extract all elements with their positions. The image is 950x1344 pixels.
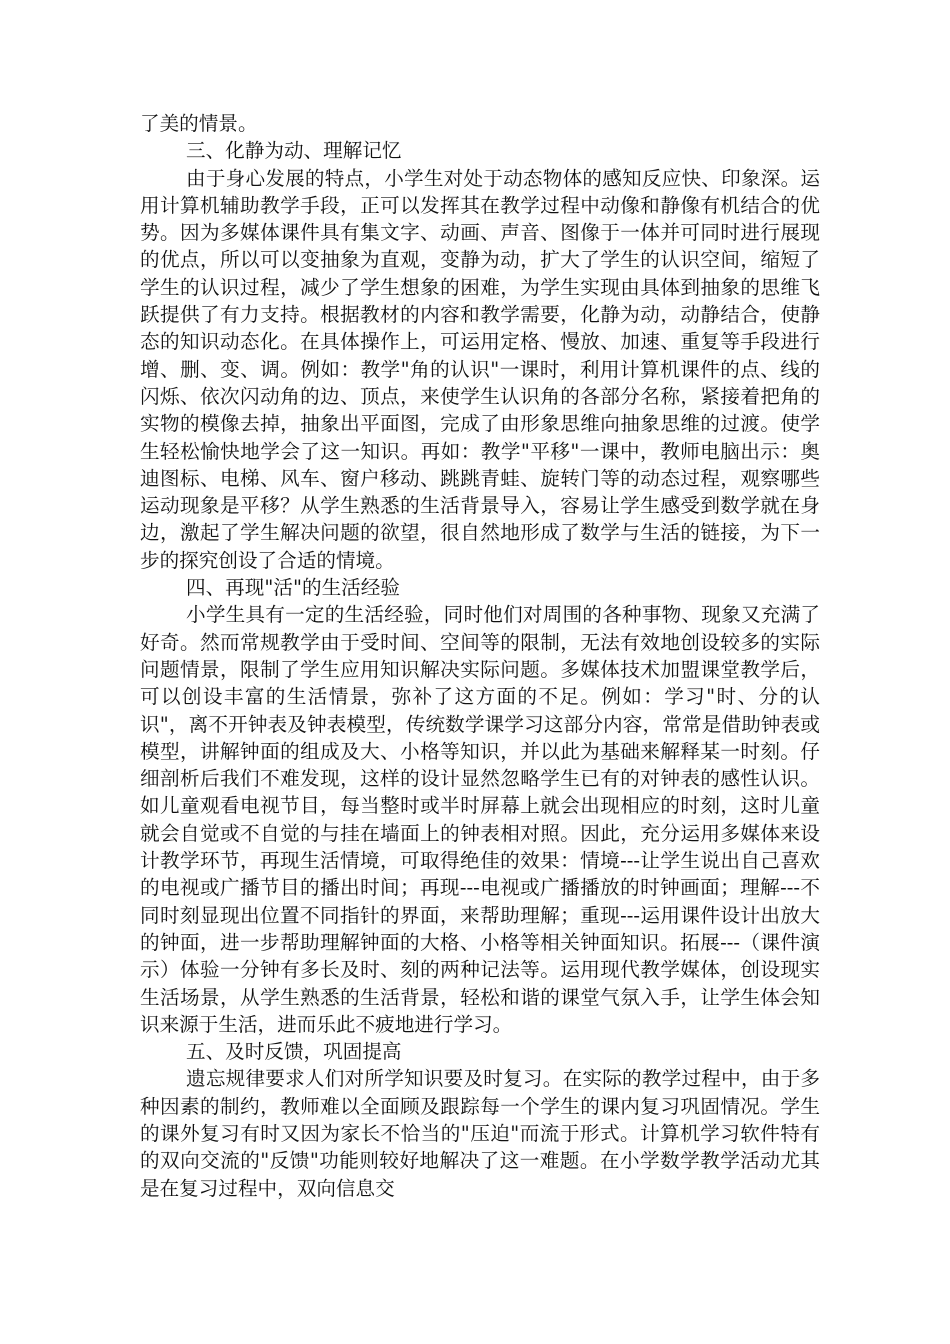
section-3-heading: 三、化静为动、理解记忆 — [186, 139, 402, 163]
section-5-heading: 五、及时反馈，巩固提高 — [186, 1040, 402, 1064]
section-5-paragraph: 遗忘规律要求人们对所学知识要及时复习。在实际的教学过程中，由于多种因素的制约，教师难以全面顾及跟踪每一个学生的课内复习巩固情况。学生的课外复习有时又因为家长不恰当的"压迫"而流于形式。计算机学习软件特有的双向交流的"反馈"功能则较好地解决了这一难题。在小学数学教学活动尤其是在复习过程中，双向信息交 — [140, 1067, 820, 1200]
document-body — [140, 110, 820, 1202]
section-4-paragraph: 小学生具有一定的生活经验，同时他们对周围的各种事物、现象又充满了好奇。然而常规教学由于受时间、空间等的限制，无法有效地创设较多的实际问题情景，限制了学生应用知识解决实际问题。多媒体技术加盟课堂教学后，可以创设丰富的生活情景，弥补了这方面的不足。例如：学习"时、分的认识"，离不开钟表及钟表模型，传统数学课学习这部分内容，常常是借助钟表或模型，讲解钟面的组成及大、小格等知识，并以此为基础来解释某一时刻。仔细剖析后我们不难发现，这样的设计显然忽略学生已有的对钟表的感性认识。如儿童观看电视节目，每当整时或半时屏幕上就会出现相应的时刻，这时儿童就会自觉或不自觉的与挂在墙面上的钟表相对照。因此，充分运用多媒体来设计教学环节，再现生活情境，可取得绝佳的效果：情境---让学生说出自己喜欢的电视或广播节目的播出时间；再现---电视或广播播放的时钟画面；理解---不同时刻显现出位置不同指针的界面，来帮助理解；重现---运用课件设计出放大的钟面，进一步帮助理解钟面的大格、小格等相关钟面知识。拓展---（课件演示）体验一分钟有多长及时、刻的两种记法等。运用现代教学媒体，创设现实生活场景，从学生熟悉的生活背景，轻松和谐的课堂气氛入手，让学生体会知识来源于生活，进而乐此不疲地进行学习。 — [140, 603, 820, 1036]
opening-fragment: 了美的情景。 — [140, 112, 258, 135]
section-3-paragraph: 由于身心发展的特点，小学生对处于动态物体的感知反应快、印象深。运用计算机辅助教学手段，正可以发挥其在教学过程中动像和静像有机结合的优势。因为多媒体课件具有集文字、动画、声音、图像于一体并可同时进行展现的优点，所以可以变抽象为直观，变静为动，扩大了学生的认识空间，缩短了学生的认识过程，减少了学生想象的困难，为学生实现由具体到抽象的思维飞跃提供了有力支持。根据教材的内容和教学需要，化静为动，动静结合，使静态的知识动态化。在具体操作上，可运用定格、慢放、加速、重复等手段进行增、删、变、调。例如：教学"角的认识"一课时，利用计算机课件的点、线的闪烁、依次闪动角的边、顶点，来使学生认识角的各部分名称，紧接着把角的实物的模像去掉，抽象出平面图，完成了由形象思维向抽象思维的过渡。使学生轻松愉快地学会了这一知识。再如：教学"平移"一课中，教师电脑出示：奥迪图标、电梯、风车、窗户移动、跳跳青蛙、旋转门等的动态过程，观察哪些运动现象是平移？从学生熟悉的生活背景导入，容易让学生感受到数学就在身边，激起了学生解决问题的欲望，很自然地形成了数学与生活的链接，为下一步的探究创设了合适的情境。 — [140, 166, 820, 572]
section-4-heading: 四、再现"活"的生活经验 — [186, 576, 400, 600]
